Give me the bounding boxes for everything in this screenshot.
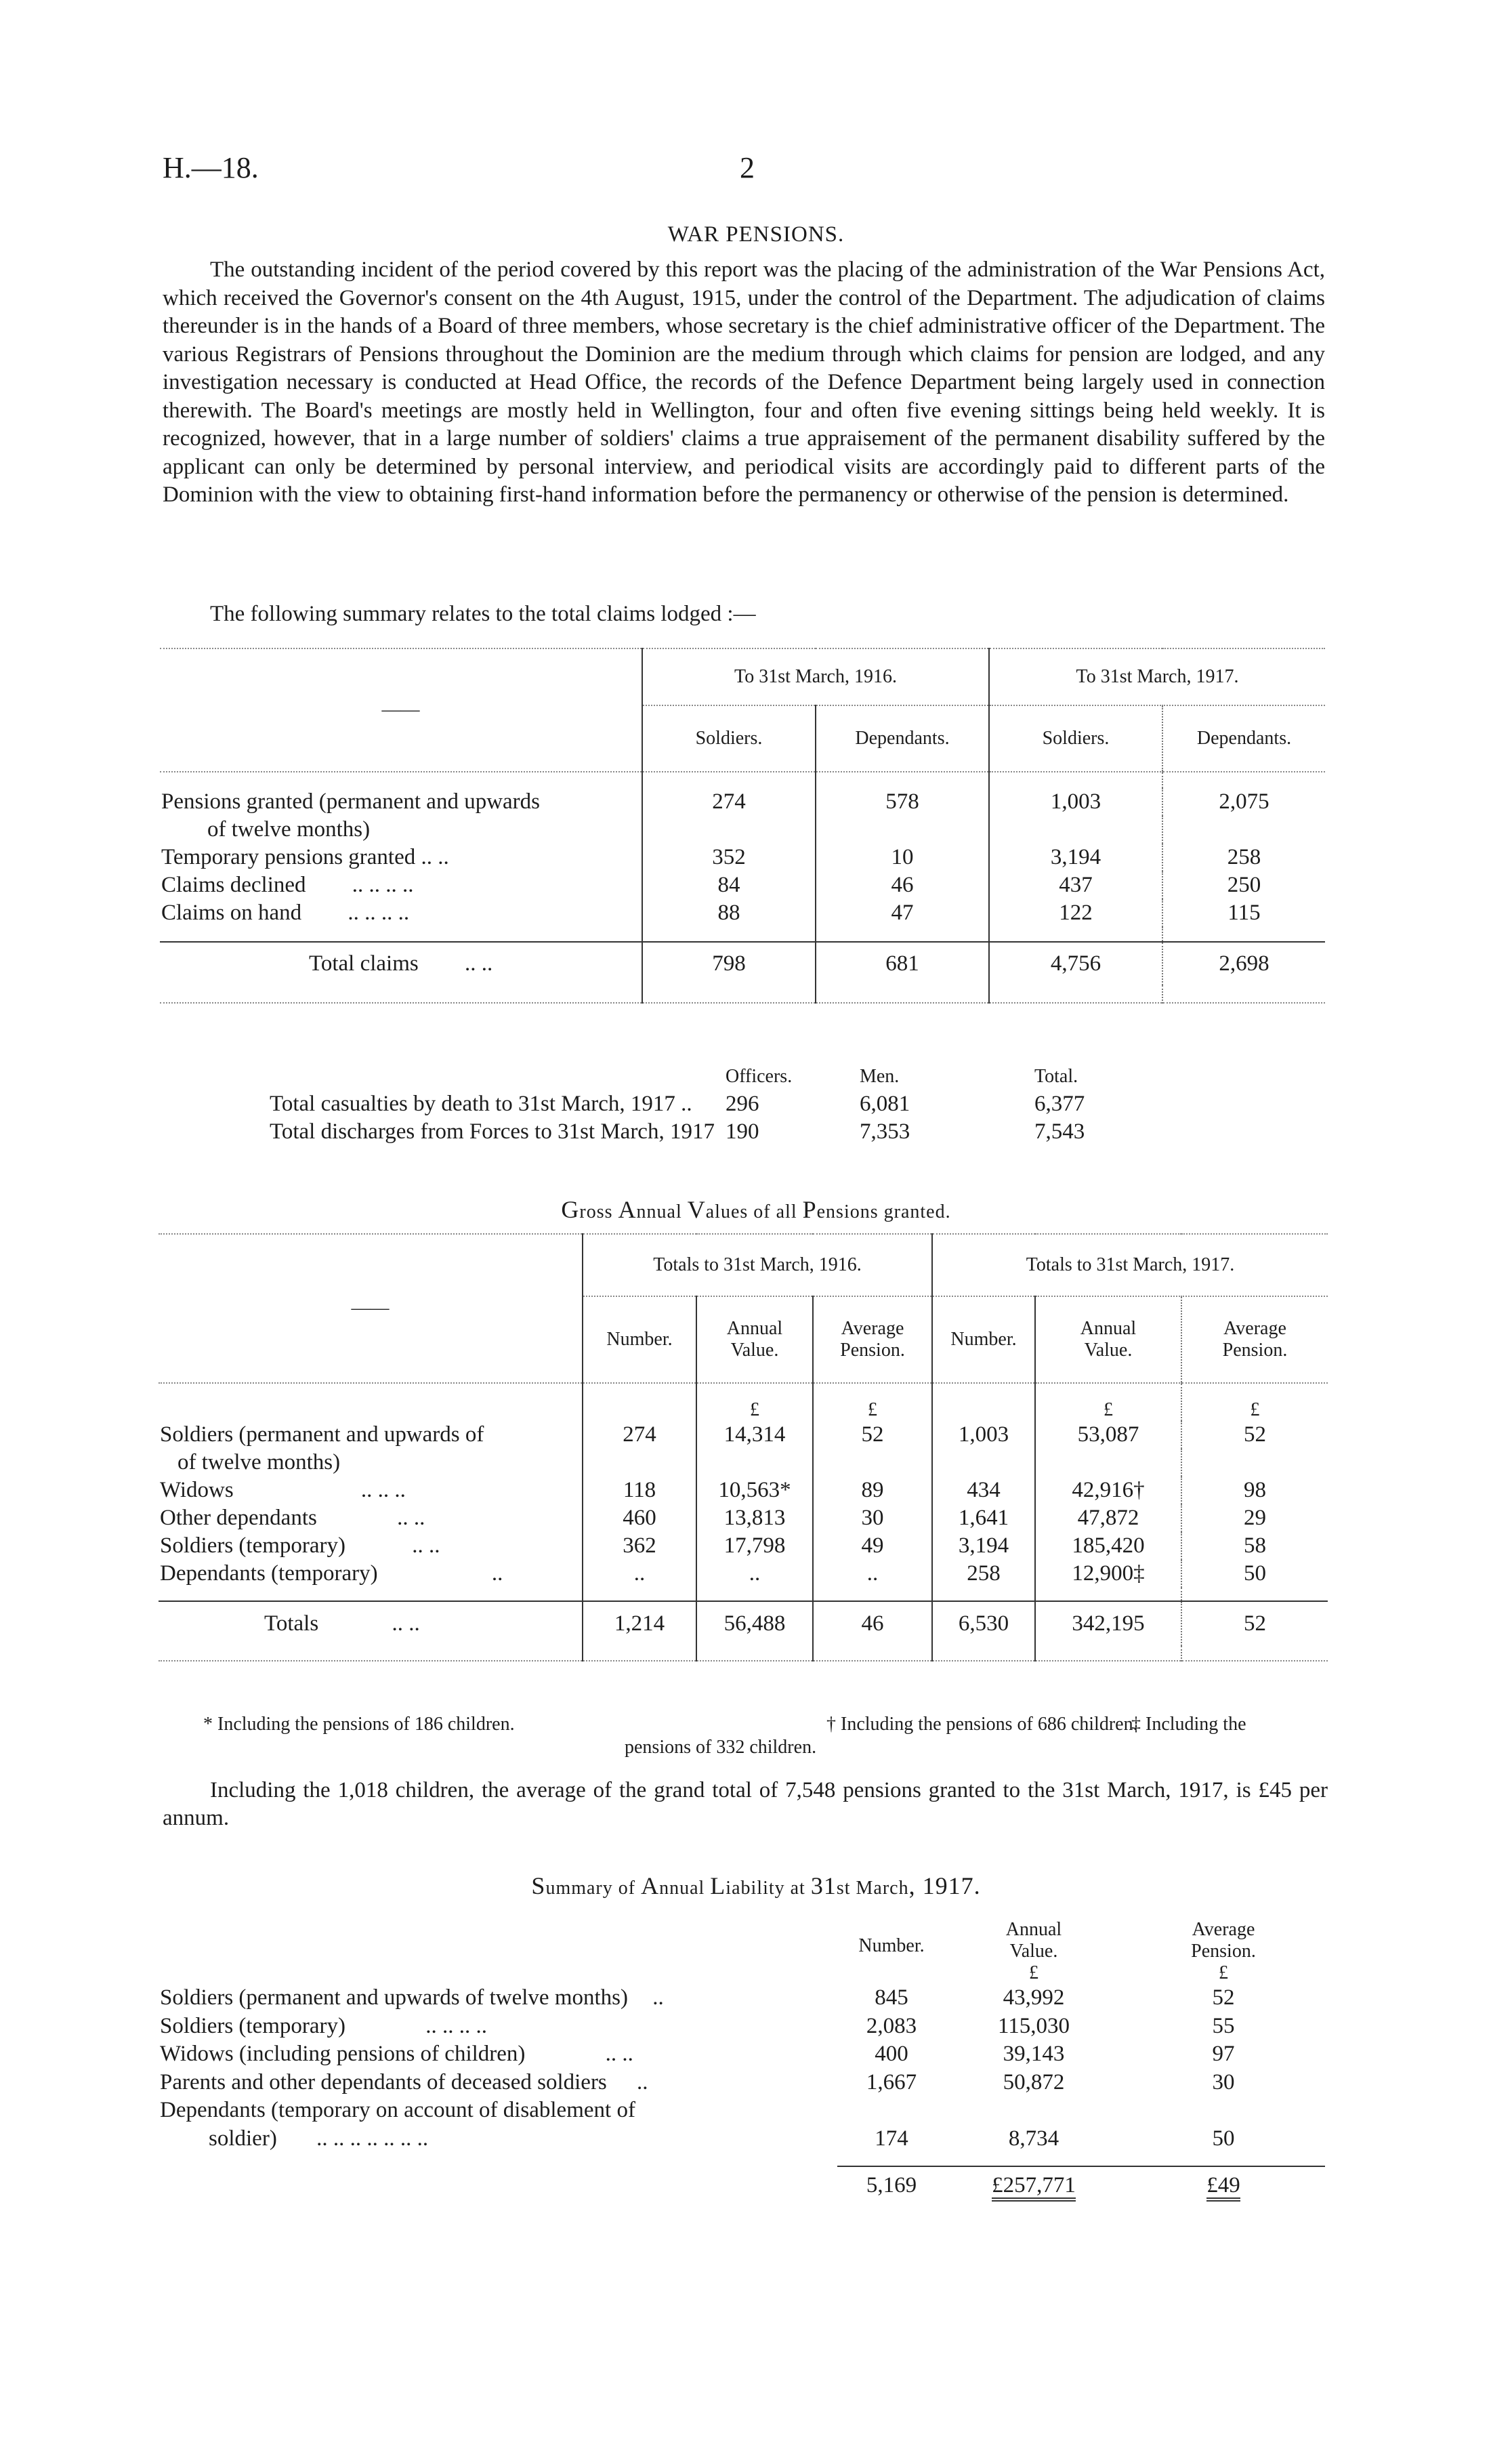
cell: 274 <box>642 788 816 816</box>
cell: 437 <box>989 871 1162 899</box>
dot-leader: .. <box>652 1985 664 2010</box>
row-label: Widows (including pensions of children) <box>160 2042 526 2066</box>
cell: 49 <box>813 1532 932 1560</box>
header-line: Pension. <box>1191 1941 1256 1962</box>
gross-period-1916: Totals to 31st March, 1916. <box>583 1234 932 1296</box>
cell: 3,194 <box>989 844 1162 871</box>
cell <box>946 2166 1122 2204</box>
cell: 118 <box>583 1477 696 1504</box>
table-row <box>264 1118 1162 1146</box>
cell: 52 <box>813 1421 932 1449</box>
cell: 115 <box>1162 899 1325 927</box>
header-line: Average <box>841 1318 904 1339</box>
cell: 2,698 <box>1162 942 1325 985</box>
dot-leader: .. <box>491 1561 503 1586</box>
title-word: nnual <box>636 1201 682 1222</box>
cell: 1,641 <box>932 1504 1035 1532</box>
table-row <box>160 899 1325 927</box>
summary-intro: The following summary relates to the total claims lodged :— <box>210 602 756 626</box>
casualties-col-officers: Officers. <box>725 1066 793 1087</box>
liability-col-annual <box>946 1909 1122 1984</box>
table-row <box>159 1477 1328 1504</box>
cell: 52 <box>1181 1421 1328 1449</box>
dot-leader: .. .. .. .. <box>425 2013 488 2038</box>
row-label-continued: of twelve months) <box>177 1450 341 1474</box>
claims-col-dependants-1916: Dependants. <box>816 705 989 772</box>
cell: 4,756 <box>989 942 1162 985</box>
row-label: Soldiers (temporary) <box>160 1533 346 1558</box>
cell: 400 <box>875 2042 908 2066</box>
row-label: Total discharges from Forces to 31st March, 1917 <box>270 1119 715 1144</box>
cell: 13,813 <box>696 1504 813 1532</box>
table-row <box>160 1984 1325 2012</box>
cell: 362 <box>583 1532 696 1560</box>
row-label: Parents and other dependants of deceased soldiers <box>160 2069 607 2094</box>
table-row <box>159 1504 1328 1532</box>
total-annual-value: £257,771 <box>992 2173 1076 2202</box>
cell: 52 <box>1181 1601 1328 1646</box>
average-paragraph: Including the 1,018 children, the average of the grand total of 7,548 pensions granted to the 31st March, 1917, is £45 per annum. <box>163 1778 1328 1830</box>
row-label: Dependants (temporary on account of disablement of <box>160 2098 635 2122</box>
cell: 47 <box>816 899 989 927</box>
cell: 56,488 <box>696 1601 813 1646</box>
section-title: WAR PENSIONS. <box>667 222 845 247</box>
cell: 3,194 <box>932 1532 1035 1560</box>
header-line: Annual <box>1005 1919 1062 1940</box>
table-row <box>160 2097 1325 2125</box>
casualties-col-total: Total. <box>1034 1066 1078 1087</box>
cell: 50 <box>1181 1560 1328 1588</box>
header-line: Pension. <box>1222 1340 1288 1361</box>
table-row <box>159 1532 1328 1560</box>
cell: 190 <box>725 1119 759 1144</box>
cell: 39,143 <box>1003 2042 1065 2066</box>
currency-symbol: £ <box>696 1383 813 1421</box>
title-word: 31 <box>810 1872 837 1899</box>
cell: 1,667 <box>866 2069 917 2094</box>
dot-leader: .. <box>637 2069 648 2094</box>
title-word: G <box>561 1196 580 1223</box>
cell: 43,992 <box>1003 1985 1065 2010</box>
cell: 5,169 <box>866 2172 917 2197</box>
cell: 50 <box>1212 2126 1235 2151</box>
row-label: Claims on hand <box>161 901 302 925</box>
title-word: ensions granted. <box>816 1201 951 1222</box>
total-row <box>160 942 1325 985</box>
dot-leader: .. .. .. .. .. .. .. <box>316 2126 429 2151</box>
row-label: Claims declined <box>161 873 306 897</box>
title-word: st M <box>836 1878 874 1899</box>
total-label: Total claims <box>309 951 419 976</box>
row-label: Soldiers (temporary) <box>160 2013 346 2038</box>
dot-leader: .. .. <box>605 2042 633 2066</box>
cell: 30 <box>813 1504 932 1532</box>
cell: 2,075 <box>1162 788 1325 816</box>
cell: 88 <box>642 899 816 927</box>
table-row <box>159 1421 1328 1449</box>
cell: 6,081 <box>859 1092 910 1116</box>
row-label: Widows <box>160 1478 234 1502</box>
cell: 55 <box>1212 2013 1235 2038</box>
cell: 89 <box>813 1477 932 1504</box>
title-word: , 1917. <box>908 1872 981 1899</box>
title-word: nnual <box>659 1878 705 1899</box>
cell: .. <box>583 1560 696 1588</box>
cell: 47,872 <box>1035 1504 1181 1532</box>
casualties-col-men: Men. <box>859 1066 900 1087</box>
gross-col-annual-1916 <box>696 1296 813 1383</box>
cell: 6,530 <box>932 1601 1035 1646</box>
cell: 7,353 <box>859 1119 910 1144</box>
header-line: Value. <box>1009 1941 1058 1962</box>
row-label: Other dependants <box>160 1506 317 1530</box>
cell: 798 <box>642 942 816 985</box>
cell: 1,003 <box>989 788 1162 816</box>
footnote-3: ‡ Including the <box>1131 1714 1246 1735</box>
liability-col-number: Number. <box>858 1935 925 1956</box>
cell: 10 <box>816 844 989 871</box>
cell: 185,420 <box>1035 1532 1181 1560</box>
cell: 1,214 <box>583 1601 696 1646</box>
footnotes <box>203 1713 1328 1758</box>
gross-values-title <box>0 1195 1512 1224</box>
row-label: Soldiers (permanent and upwards of twelve months) <box>160 1985 629 2010</box>
title-word: A <box>641 1872 660 1899</box>
header-line: Average <box>1192 1919 1255 1940</box>
cell: 97 <box>1212 2042 1235 2066</box>
table-row <box>160 2125 1325 2153</box>
dot-leader: .. .. <box>392 1611 420 1636</box>
claims-stub-mark: —— <box>160 648 642 772</box>
cell: .. <box>696 1560 813 1588</box>
total-row <box>160 2166 1325 2204</box>
claims-table <box>160 648 1325 1004</box>
currency-symbol: £ <box>1035 1383 1181 1421</box>
cell: 845 <box>875 1985 908 2010</box>
cell: 250 <box>1162 871 1325 899</box>
title-word: alues of all <box>705 1201 797 1222</box>
cell: 42,916† <box>1035 1477 1181 1504</box>
title-word: S <box>531 1872 546 1899</box>
cell <box>1122 2166 1325 2204</box>
header-line: Average <box>1223 1318 1286 1339</box>
title-word: V <box>687 1196 706 1223</box>
cell: 53,087 <box>1035 1421 1181 1449</box>
header-line: Pension. <box>840 1340 905 1361</box>
title-word: L <box>710 1872 726 1899</box>
cell: 30 <box>1212 2069 1235 2094</box>
table-row <box>160 2040 1325 2069</box>
claims-period-1916: To 31st March, 1916. <box>642 648 989 705</box>
header-line: Value. <box>1084 1340 1133 1361</box>
gross-col-average-1916 <box>813 1296 932 1383</box>
row-label-continued: of twelve months) <box>207 817 371 842</box>
table-row <box>160 2069 1325 2097</box>
table-row <box>160 844 1325 871</box>
cell: 84 <box>642 871 816 899</box>
dot-leader: .. .. <box>397 1506 425 1530</box>
cell: 2,083 <box>866 2013 917 2038</box>
table-row <box>160 871 1325 899</box>
cell: 8,734 <box>1008 2126 1059 2151</box>
title-word: arch <box>873 1878 909 1899</box>
dot-leader: .. .. .. <box>360 1478 406 1502</box>
row-label-continued: soldier) <box>209 2126 277 2151</box>
row-label: Temporary pensions granted <box>161 845 416 869</box>
cell: 50,872 <box>1003 2069 1065 2094</box>
title-word: A <box>618 1196 637 1223</box>
liability-col-average <box>1122 1909 1325 1984</box>
dot-leader: .. <box>681 1092 692 1116</box>
casualties-table <box>264 1062 1162 1146</box>
document-reference: H.—18. <box>163 151 259 184</box>
cell: 6,377 <box>1034 1092 1085 1116</box>
claims-period-1917: To 31st March, 1917. <box>989 648 1325 705</box>
footnote-2: † Including the pensions of 686 children. <box>826 1714 1138 1735</box>
cell: 46 <box>816 871 989 899</box>
claims-col-soldiers-1916: Soldiers. <box>642 705 816 772</box>
cell: 681 <box>816 942 989 985</box>
footnote-3-continued: pensions of 332 children. <box>625 1737 817 1758</box>
table-row <box>264 1090 1162 1118</box>
total-label: Totals <box>264 1611 319 1636</box>
gross-stub-mark: —— <box>159 1234 583 1383</box>
cell: 174 <box>875 2126 908 2151</box>
cell: 14,314 <box>696 1421 813 1449</box>
header-line: Annual <box>726 1318 783 1339</box>
gross-col-number-1917: Number. <box>932 1296 1035 1383</box>
cell: 12,900‡ <box>1035 1560 1181 1588</box>
gross-period-1917: Totals to 31st March, 1917. <box>932 1234 1328 1296</box>
row-label: Pensions granted (permanent and upwards <box>161 789 541 814</box>
cell: 460 <box>583 1504 696 1532</box>
currency-symbol: £ <box>1181 1383 1328 1421</box>
cell: 342,195 <box>1035 1601 1181 1646</box>
cell: 578 <box>816 788 989 816</box>
cell: 434 <box>932 1477 1035 1504</box>
total-row <box>159 1601 1328 1646</box>
cell: 122 <box>989 899 1162 927</box>
cell: 46 <box>813 1601 932 1646</box>
total-average-pension: £49 <box>1206 2173 1240 2202</box>
cell: 1,003 <box>932 1421 1035 1449</box>
gross-col-average-1917 <box>1181 1296 1328 1383</box>
claims-col-soldiers-1917: Soldiers. <box>989 705 1162 772</box>
currency-symbol: £ <box>813 1383 932 1421</box>
dot-leader: .. .. <box>412 1533 440 1558</box>
table-row <box>159 1560 1328 1588</box>
currency-symbol: £ <box>1219 1962 1228 1983</box>
dot-leader: .. .. .. .. <box>348 901 410 925</box>
footnote-1: * Including the pensions of 186 children. <box>203 1714 515 1735</box>
title-word: ross <box>579 1201 613 1222</box>
liability-table <box>160 1909 1325 2204</box>
table-row <box>160 2012 1325 2041</box>
dot-leader: .. .. <box>421 845 449 869</box>
page-number: 2 <box>740 151 755 184</box>
cell: 58 <box>1181 1532 1328 1560</box>
cell: 258 <box>932 1560 1035 1588</box>
table-row <box>160 788 1325 816</box>
row-label: Dependants (temporary) <box>160 1561 378 1586</box>
cell: 7,543 <box>1034 1119 1085 1144</box>
intro-paragraph: The outstanding incident of the period covered by this report was the placing of the administration of the War Pensions Act, which received the Governor's consent on the 4th August, 1915, under the control of the Department. The adjudication of claims thereunder is in the hands of a Board of three members, whose secretary is the chief administrative officer of the Department. The various Registrars of Pensions throughout the Dominion are the medium through which claims for pension are lodged, and any investigation necessary is conducted at Head Office, the records of the Defence Department being largely used in connection therewith. The Board's meetings are mostly held in Wellington, four and often five evening sittings being held weekly. It is recognized, however, that in a large number of soldiers' claims a true appraisement of the permanent disability suffered by the applicant can only be determined by personal interview, and periodical visits are accordingly paid to different parts of the Dominion with the view to obtaining first-hand information before the permanency or otherwise of the pension is determined. <box>163 257 1325 507</box>
gross-values-table <box>159 1233 1328 1661</box>
title-word: P <box>802 1196 817 1223</box>
dot-leader: .. .. .. .. <box>352 873 414 897</box>
cell: 258 <box>1162 844 1325 871</box>
currency-symbol: £ <box>1029 1962 1038 1983</box>
cell: 17,798 <box>696 1532 813 1560</box>
row-label: Total casualties by death to 31st March, 1917 <box>270 1092 675 1116</box>
claims-col-dependants-1917: Dependants. <box>1162 705 1325 772</box>
cell: 296 <box>725 1092 759 1116</box>
cell: .. <box>813 1560 932 1588</box>
gross-col-number-1916: Number. <box>583 1296 696 1383</box>
cell: 274 <box>583 1421 696 1449</box>
row-label: Soldiers (permanent and upwards of <box>160 1422 484 1447</box>
cell: 29 <box>1181 1504 1328 1532</box>
header-line: Annual <box>1080 1318 1137 1339</box>
liability-title <box>0 1872 1512 1900</box>
cell: 10,563* <box>696 1477 813 1504</box>
cell: 52 <box>1212 1985 1235 2010</box>
title-word: ummary of <box>545 1878 636 1899</box>
title-word: iability at <box>726 1878 805 1899</box>
dot-leader: .. .. <box>464 951 493 976</box>
cell: 98 <box>1181 1477 1328 1504</box>
gross-col-annual-1917 <box>1035 1296 1181 1383</box>
cell: 115,030 <box>997 2013 1070 2038</box>
cell: 352 <box>642 844 816 871</box>
header-line: Value. <box>730 1340 779 1361</box>
